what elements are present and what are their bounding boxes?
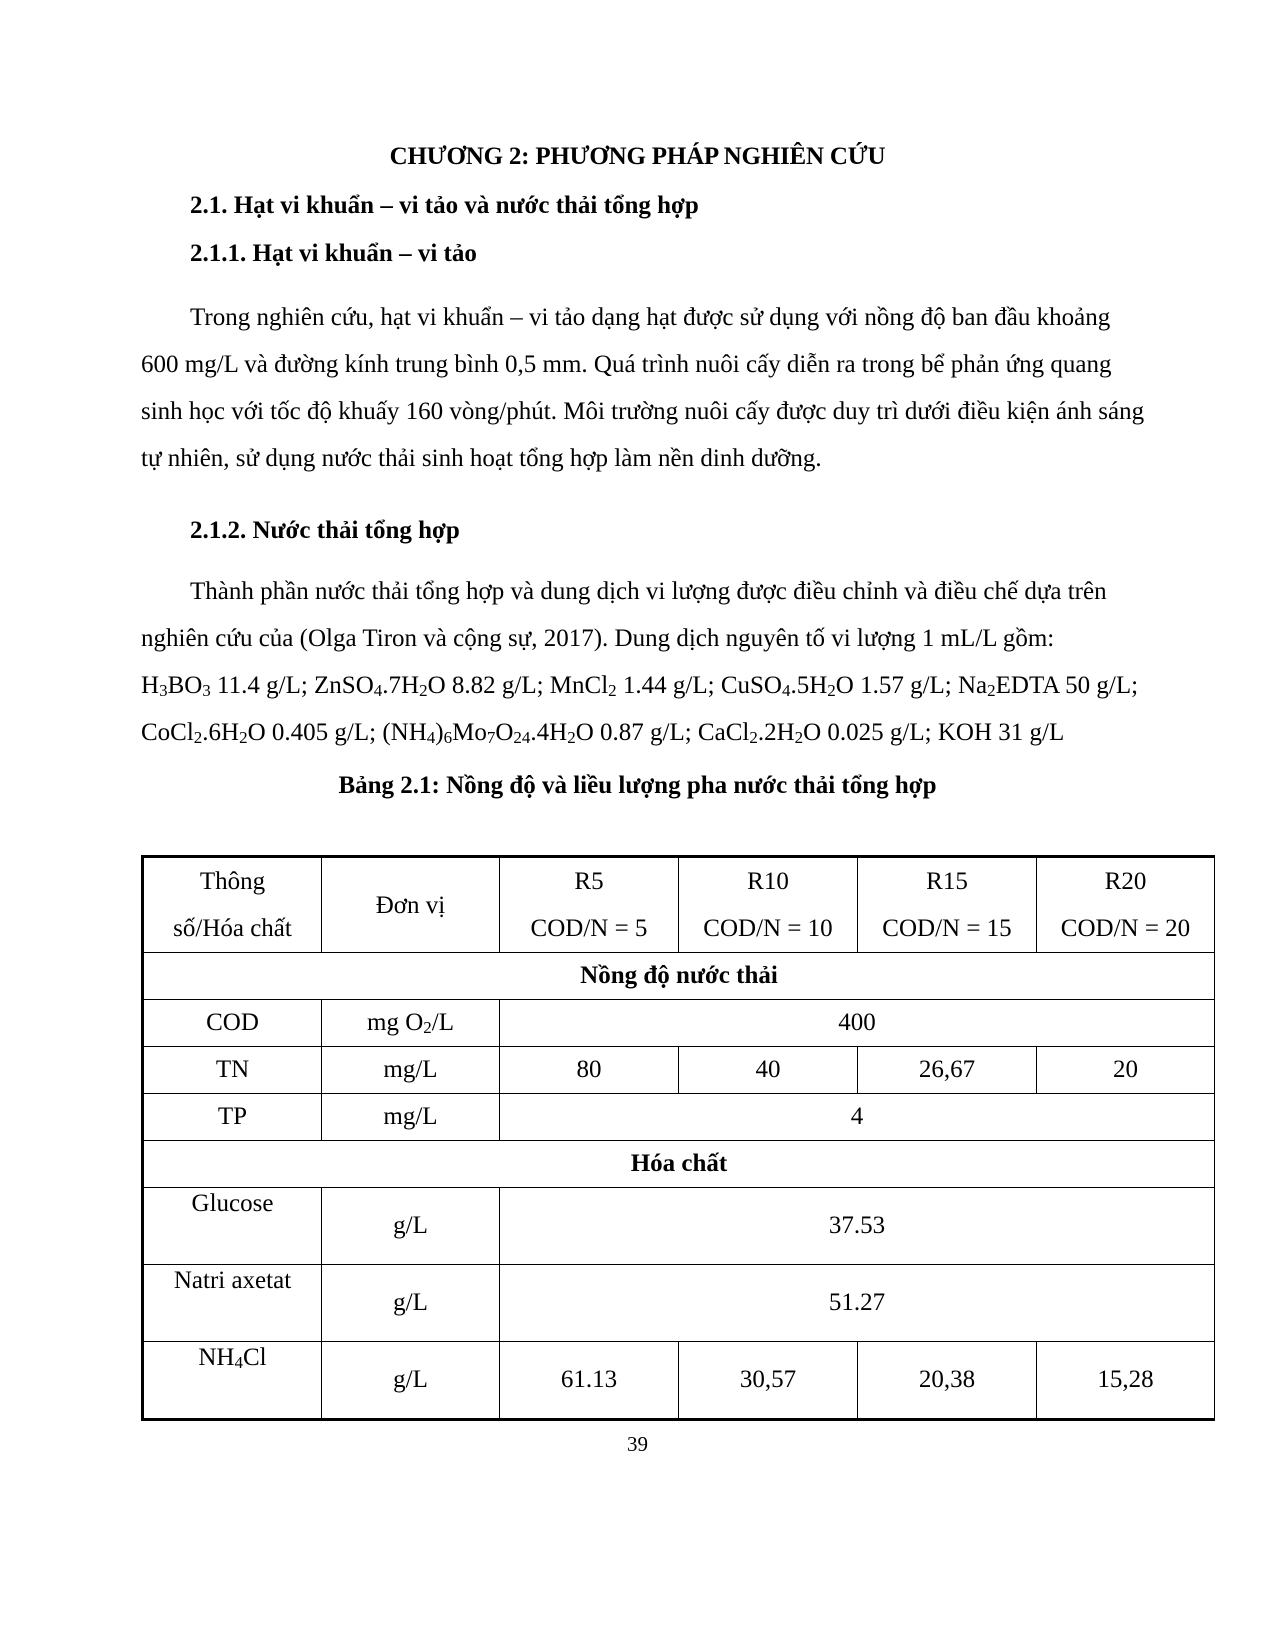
section-label-wastewater: Nồng độ nước thải [143,953,1215,1000]
header-r15: R15 COD/N = 15 [858,857,1037,953]
cell-value-merged: 400 [500,1000,1215,1047]
wastewater-composition-table [141,855,1215,1421]
cell-value-r10: 30,57 [679,1342,858,1420]
paragraph-line: nghiên cứu của (Olga Tiron và cộng sự, 2017). Dung dịch nguyên tố vi lượng 1 mL/L gồm: [141,625,1055,652]
cell-value-r20: 20 [1037,1047,1215,1094]
table-row [143,1265,1215,1342]
cell-param: Natri axetat [143,1265,322,1342]
paragraph-granules [141,294,1212,482]
cell-value-r15: 20,38 [858,1342,1037,1420]
cell-param: $NH_4Cl$ [143,1342,322,1420]
cell-value-r20: 15,28 [1037,1342,1215,1420]
section-heading-2-1-2: 2.1.2. Nước thải tổng hợp [190,517,460,544]
cell-unit: mg/L [322,1047,500,1094]
header-unit: Đơn vị [322,857,500,953]
paragraph-line: sinh học với tốc độ khuấy 160 vòng/phút. Môi trường nuôi cấy được duy trì dưới điều kiện ánh sáng [141,398,1145,425]
header-r5: R5 COD/N = 5 [500,857,679,953]
table-header-row [143,857,1215,953]
cell-value-merged: 37.53 [500,1188,1215,1265]
table-row [143,1047,1215,1094]
cell-param: Glucose [143,1188,322,1265]
header-r20: R20 COD/N = 20 [1037,857,1215,953]
paragraph-synthetic-wastewater [141,568,1212,756]
table-row [143,1188,1215,1265]
header-param: Thông số/Hóa chất [143,857,322,953]
section-heading-2-1: 2.1. Hạt vi khuẩn – vi tảo và nước thải tổng hợp [190,192,699,219]
table-section-row [143,953,1215,1000]
paragraph-line: Trong nghiên cứu, hạt vi khuẩn – vi tảo dạng hạt được sử dụng với nồng độ ban đầu khoảng [190,304,1111,331]
cell-unit: mg/L [322,1094,500,1141]
cell-value-merged: 51.27 [500,1265,1215,1342]
table-row [143,1094,1215,1141]
cell-unit: g/L [322,1188,500,1265]
paragraph-line: Thành phần nước thải tổng hợp và dung dịch vi lượng được điều chỉnh và điều chế dựa trên [190,578,1107,605]
cell-unit: mg $O_2/L$ [322,1000,500,1047]
table-row [143,1000,1215,1047]
cell-value-r10: 40 [679,1047,858,1094]
table-section-row [143,1141,1215,1188]
paragraph-line: 600 mg/L và đường kính trung bình 0,5 mm. Quá trình nuôi cấy diễn ra trong bể phản ứng quang [141,351,1112,378]
cell-value-r15: 26,67 [858,1047,1037,1094]
cell-param: TP [143,1094,322,1141]
trace-elements-line-1: $H_3BO_3$ 11.4 g/L; $ZnSO_4.7H_2O$ 8.82 g/L; MnCl$_2$ 1.44 g/L; $CuSO_4.5H_2O$ 1.57 g/L; $Na_2EDTA$ 50 g/L; [141,672,1139,700]
page-number: 39 [627,1432,648,1456]
section-label-chemicals: Hóa chất [143,1141,1215,1188]
table-caption: Bảng 2.1: Nồng độ và liều lượng pha nước thải tổng hợp [338,772,937,799]
table-row [143,1342,1215,1420]
trace-elements-line-2: $CoCl_2.6H_2O$ 0.405 g/L; $(NH_4)_6Mo_7O_{24}.4H_2O$ 0.87 g/L; $CaCl_2.2H_2O$ 0.025 g/L; KOH 31 g/L [141,719,1065,747]
section-heading-2-1-1: 2.1.1. Hạt vi khuẩn – vi tảo [190,240,477,267]
cell-unit: g/L [322,1342,500,1420]
cell-param: COD [143,1000,322,1047]
cell-unit: g/L [322,1265,500,1342]
header-r10: R10 COD/N = 10 [679,857,858,953]
cell-param: TN [143,1047,322,1094]
cell-value-r5: 80 [500,1047,679,1094]
cell-value-merged: 4 [500,1094,1215,1141]
chapter-title: CHƯƠNG 2: PHƯƠNG PHÁP NGHIÊN CỨU [389,143,886,170]
cell-value-r5: 61.13 [500,1342,679,1420]
paragraph-line: tự nhiên, sử dụng nước thải sinh hoạt tổng hợp làm nền dinh dưỡng. [141,445,822,472]
